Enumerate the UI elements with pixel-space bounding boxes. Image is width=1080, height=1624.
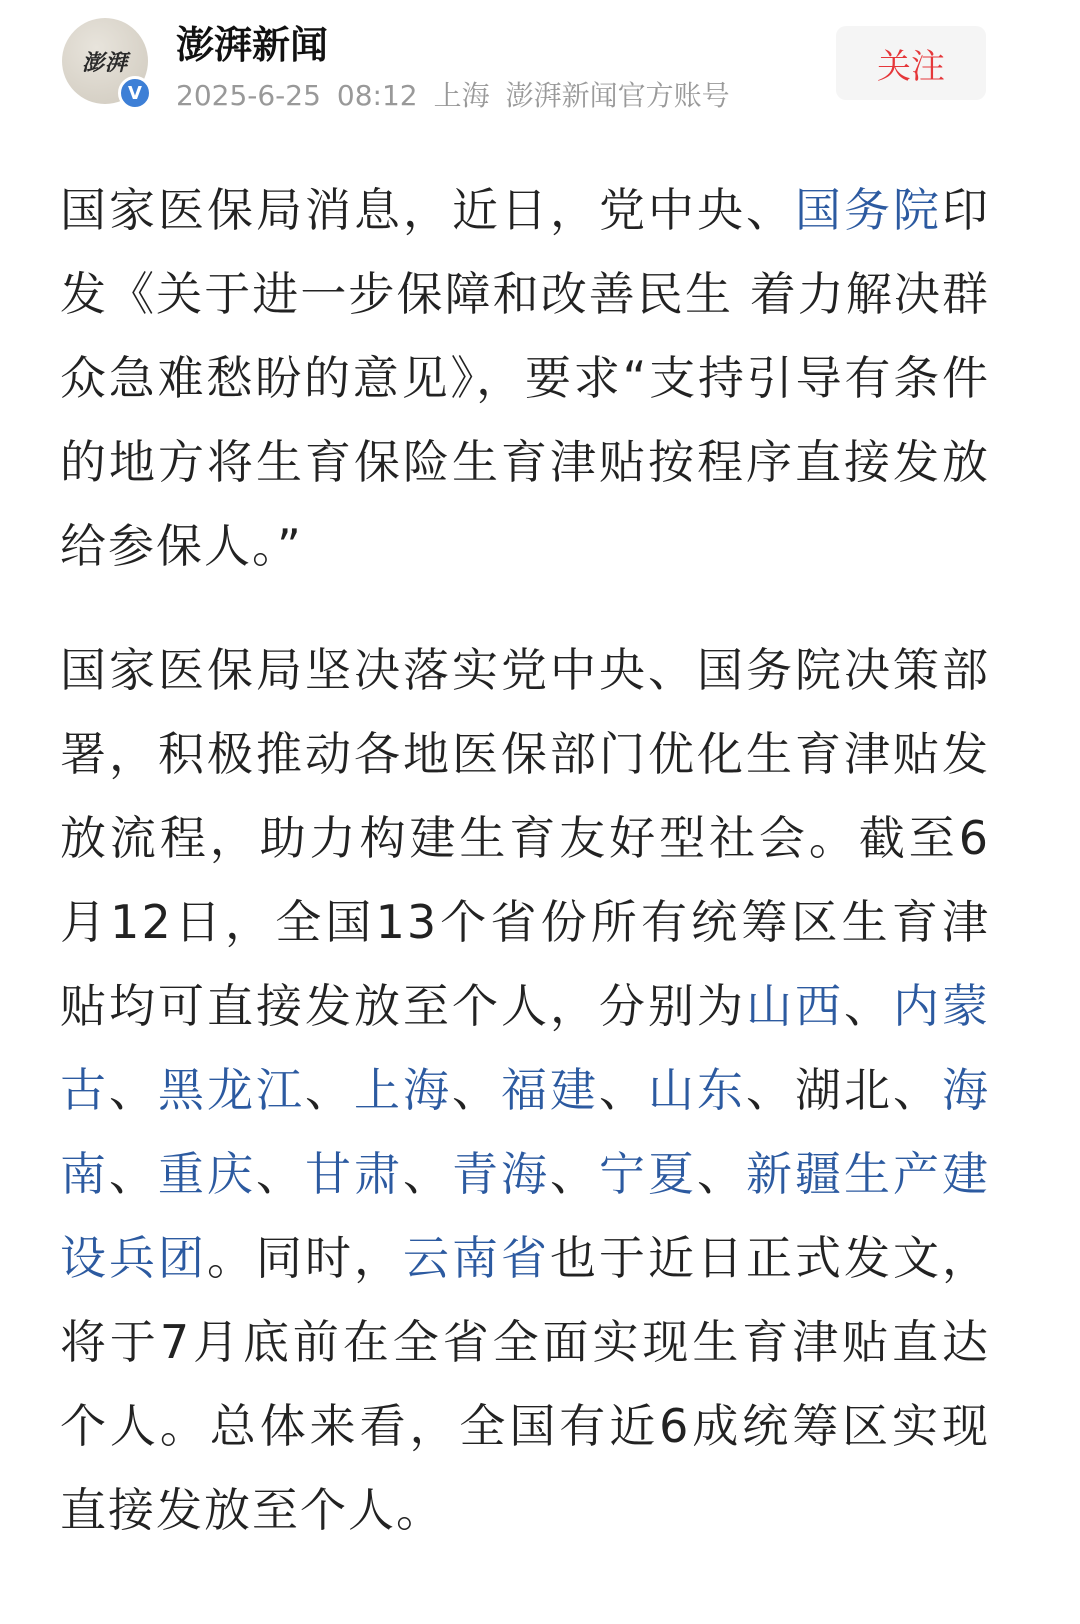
- article-paragraph-2: [60, 628, 990, 1552]
- topic-link[interactable]: 云南省: [403, 1231, 550, 1285]
- paragraph-text: 、: [697, 1147, 746, 1201]
- paragraph-text: 也于近日正式发文，将于7月底前在全省全面实现生育津贴直达个人。总体来看，全国有近6成统筹区实现直接发放至个人。: [60, 1231, 990, 1537]
- paragraph-text: 、: [844, 979, 893, 1033]
- article-header: [0, 0, 1080, 130]
- topic-link[interactable]: 新疆生产建设兵团: [60, 1147, 990, 1285]
- post-date: 2025-6-25: [176, 79, 321, 112]
- topic-link[interactable]: 山东: [648, 1063, 746, 1117]
- topic-link[interactable]: 福建: [501, 1063, 599, 1117]
- topic-link[interactable]: 海南: [60, 1063, 990, 1201]
- paragraph-text: 、: [305, 1063, 354, 1117]
- paragraph-text: 、: [256, 1147, 305, 1201]
- paragraph-text: 、湖北、: [746, 1063, 942, 1117]
- paragraph-text: 、: [109, 1147, 158, 1201]
- article-paragraph-1: [60, 168, 990, 588]
- paragraph-text: 国家医保局消息，近日，党中央、: [60, 183, 795, 237]
- account-description: 澎湃新闻官方账号: [505, 79, 730, 112]
- topic-link[interactable]: 上海: [354, 1063, 452, 1117]
- post-meta: [176, 74, 746, 114]
- follow-button[interactable]: 关注: [836, 26, 986, 100]
- paragraph-text: 国家医保局坚决落实党中央、国务院决策部署，积极推动各地医保部门优化生育津贴发放流程，助力构建生育友好型社会。截至6月12日，全国13个省份所有统筹区生育津贴均可直接发放至个人，分别为: [60, 643, 990, 1033]
- post-time: 08:12: [336, 79, 418, 112]
- paragraph-text: 、: [599, 1063, 648, 1117]
- topic-link[interactable]: 青海: [452, 1147, 550, 1201]
- paragraph-text: 、: [452, 1063, 501, 1117]
- topic-link[interactable]: 甘肃: [305, 1147, 403, 1201]
- topic-link[interactable]: 宁夏: [599, 1147, 697, 1201]
- topic-link[interactable]: 黑龙江: [158, 1063, 305, 1117]
- topic-link[interactable]: 重庆: [158, 1147, 256, 1201]
- paragraph-text: 。同时，: [207, 1231, 403, 1285]
- account-name[interactable]: 澎湃新闻: [176, 23, 329, 67]
- post-location: 上海: [433, 79, 490, 112]
- paragraph-text: 、: [403, 1147, 452, 1201]
- thepaper-logo: 澎湃: [81, 49, 128, 76]
- topic-link[interactable]: 内蒙古: [60, 979, 990, 1117]
- topic-link[interactable]: 山西: [746, 979, 844, 1033]
- article-body: [60, 168, 990, 1552]
- verified-badge-icon: V: [118, 76, 152, 110]
- topic-link[interactable]: 国务院: [795, 183, 942, 237]
- paragraph-text: 印发《关于进一步保障和改善民生 着力解决群众急难愁盼的意见》，要求“支持引导有条件的地方将生育保险生育津贴按程序直接发放给参保人。”: [60, 183, 990, 573]
- paragraph-text: 、: [109, 1063, 158, 1117]
- paragraph-text: 、: [550, 1147, 599, 1201]
